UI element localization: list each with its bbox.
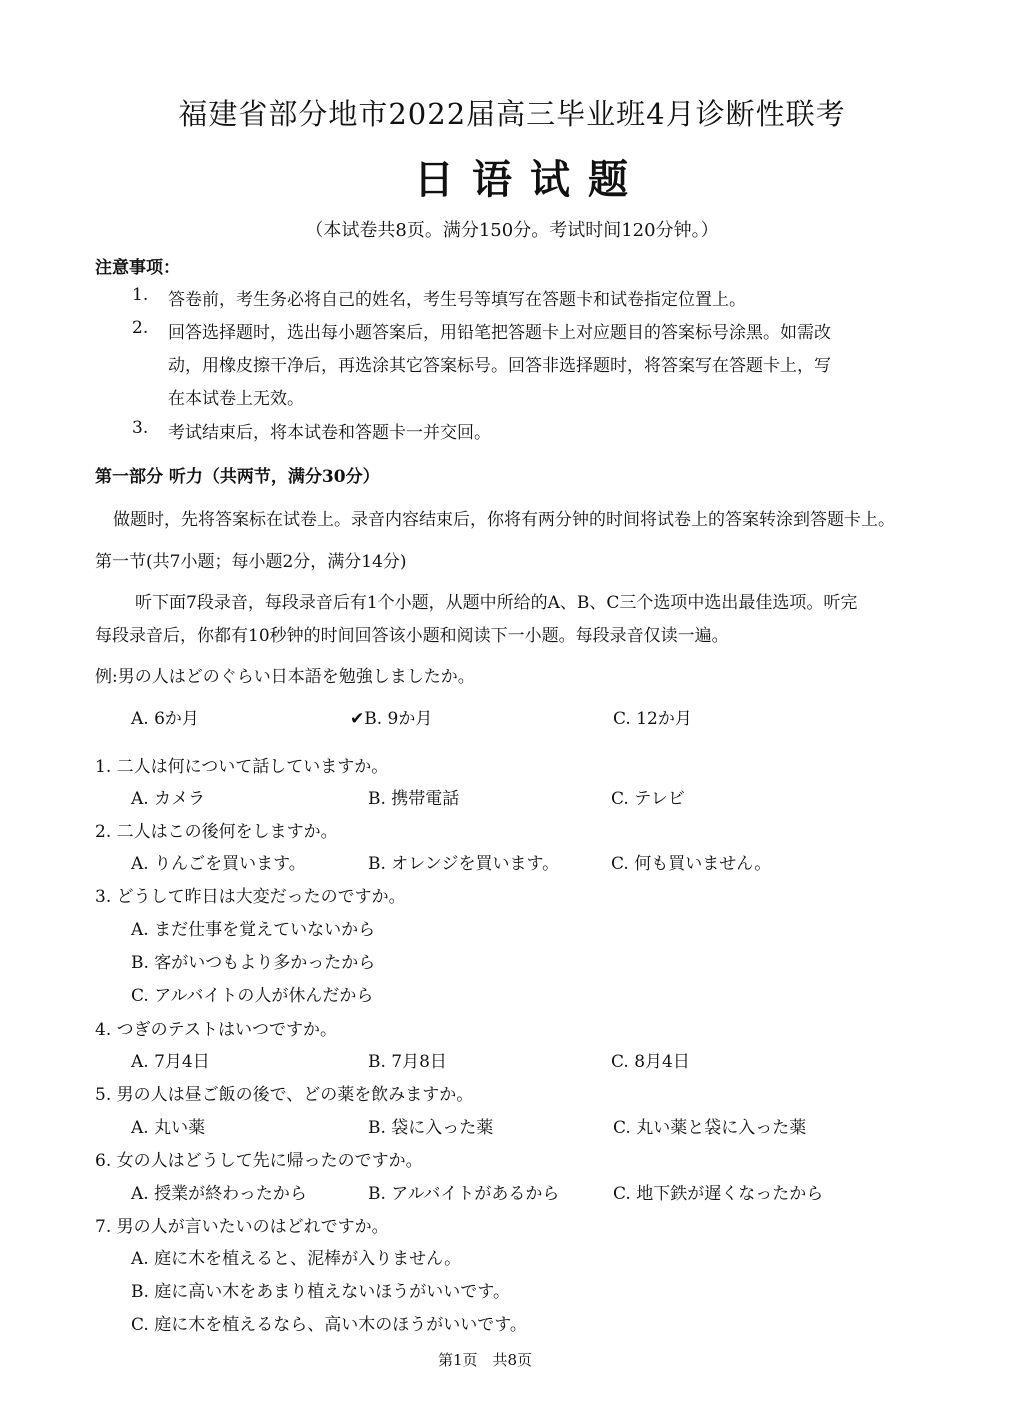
question-4: 4. つぎのテストはいつですか。 [95,1020,337,1040]
option-a: A. カメラ [131,789,206,809]
example-option-b: ✔B. 9か月 [350,709,433,729]
option-b: B. 携帯電話 [368,789,460,809]
option-a: A. まだ仕事を覚えていないから [131,920,376,940]
option-b: B. 庭に高い木をあまり植えないほうがいいです。 [131,1282,510,1302]
notice-heading: 注意事项： [95,258,180,278]
notice-line: 考试结束后，将本试卷和答题卡一并交回。 [168,423,491,443]
option-b: B. オレンジを買います。 [368,854,560,874]
question-1: 1. 二人は何について話していますか。 [95,757,389,777]
option-c: C. アルバイトの人が休んだから [131,986,374,1006]
part1-intro: 做题时，先将答案标在试卷上。录音内容结束后，你将有两分钟的时间将试卷上的答案转涂到答题卡上。 [113,510,895,530]
option-b: B. 7月8日 [368,1052,447,1072]
example-option-c: C. 12か月 [613,709,692,729]
notice-line: 回答选择题时，选出每小题答案后，用铅笔把答题卡上对应题目的答案标号涂黑。如需改 [168,323,831,343]
exam-title: 福建省部分地市2022届高三毕业班4月诊断性联考 [178,97,846,131]
option-c: C. 庭に木を植えるなら、高い木のほうがいいです。 [131,1315,527,1335]
notice-line: 答卷前，考生务必将自己的姓名，考生号等填写在答题卡和试卷指定位置上。 [168,290,746,310]
section1-instruction: 每段录音后，你都有10秒钟的时间回答该小题和阅读下一小题。每段录音仅读一遍。 [95,626,729,646]
option-a: A. 庭に木を植えると、泥棒が入りません。 [131,1249,462,1269]
option-a: A. 7月4日 [131,1052,210,1072]
question-2: 2. 二人はこの後何をしますか。 [95,822,338,842]
option-a: A. 授業が終わったから [131,1184,307,1204]
option-c: C. 8月4日 [611,1052,690,1072]
subject-title: 日语试题 [414,157,646,203]
option-c: C. テレビ [611,789,685,809]
notice-line: 在本试卷上无效。 [168,389,304,409]
notice-line: 动，用橡皮擦干净后，再选涂其它答案标号。回答非选择题时，将答案写在答题卡上，写 [168,356,831,376]
exam-info: （本试卷共8页。满分150分。考试时间120分钟。） [305,220,719,241]
option-c: C. 何も買いません。 [611,854,772,874]
example-option-a: A. 6か月 [131,709,199,729]
page-footer: 第1页 共8页 [437,1351,533,1369]
section1-heading: 第一节(共7小题；每小题2分，满分14分) [95,552,407,572]
part1-heading: 第一部分 听力（共两节，满分30分） [95,467,380,487]
option-b: B. 袋に入った薬 [368,1118,494,1138]
option-a: A. りんごを買います。 [131,854,306,874]
option-c: C. 地下鉄が遅くなったから [613,1184,824,1204]
option-b: B. 客がいつもより多かったから [131,953,376,973]
question-7: 7. 男の人が言いたいのはどれですか。 [95,1217,389,1237]
option-a: A. 丸い薬 [131,1118,206,1138]
question-6: 6. 女の人はどうして先に帰ったのですか。 [95,1151,423,1171]
example-question: 例:男の人はどのぐらい日本語を勉強しましたか。 [95,667,475,687]
question-5: 5. 男の人は昼ご飯の後で、どの薬を飲みますか。 [95,1085,474,1105]
notice-num-1: 1. [132,285,149,305]
question-3: 3. どうして昨日は大変だったのですか。 [95,887,406,907]
section1-instruction: 听下面7段录音，每段录音后有1个小题，从题中所给的A、B、C三个选项中选出最佳选项。听完 [135,593,858,613]
option-b: B. アルバイトがあるから [368,1184,560,1204]
notice-num-2: 2. [132,318,149,338]
option-c: C. 丸い薬と袋に入った薬 [613,1118,807,1138]
notice-num-3: 3. [132,418,149,438]
